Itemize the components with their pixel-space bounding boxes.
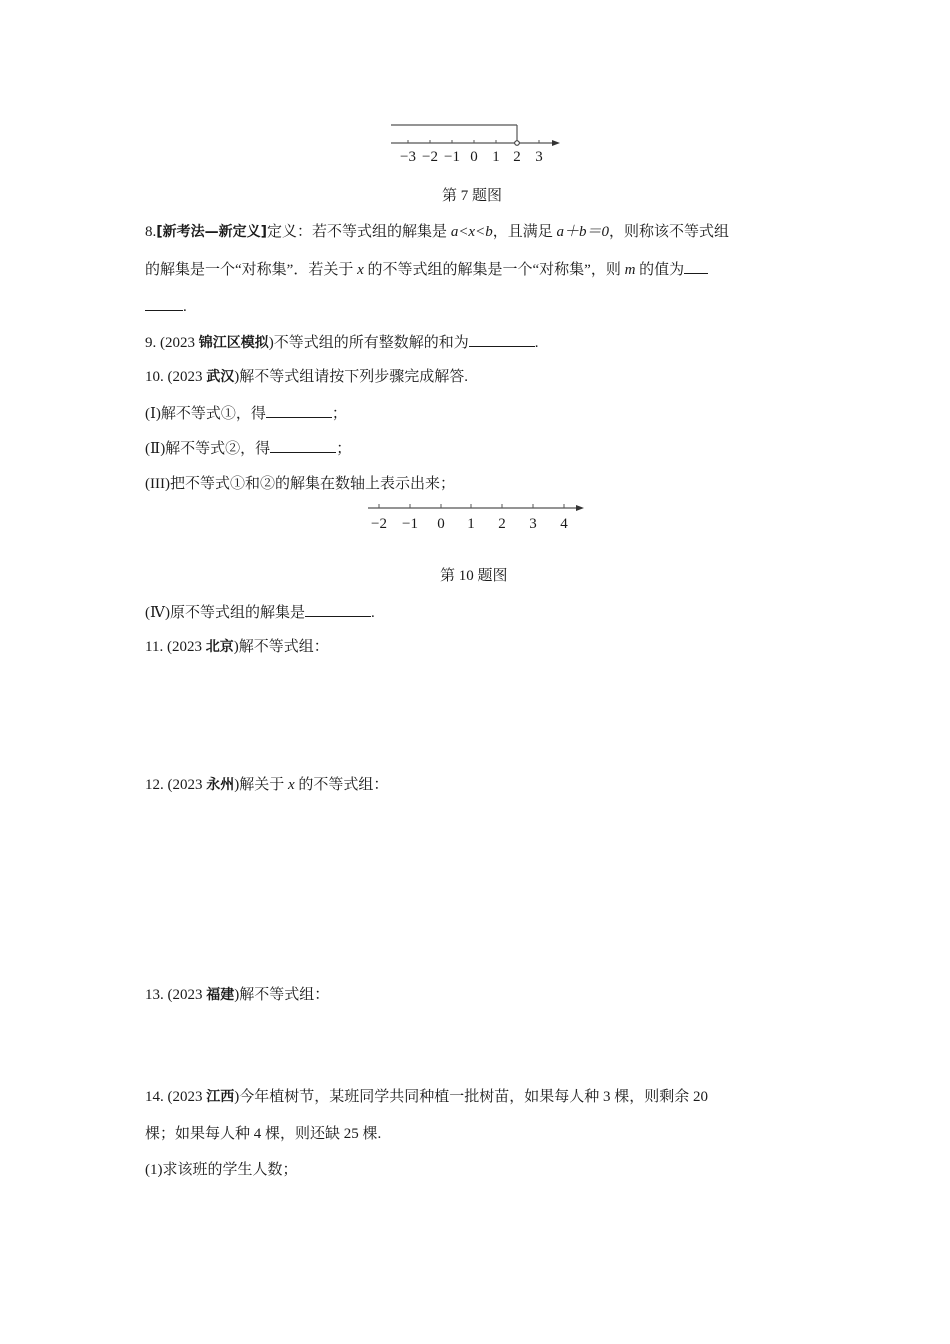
- answer-blank[interactable]: [266, 403, 332, 418]
- tick-label: −2: [422, 149, 438, 165]
- question-13: [145, 985, 329, 1005]
- text: ，则称该不等式组: [609, 224, 730, 240]
- question-source: 武汉: [206, 369, 235, 385]
- question-number: 13. (2023: [145, 987, 207, 1003]
- question-11: [145, 637, 329, 657]
- text: )解不等式组请按下列步骤完成解答.: [234, 369, 468, 385]
- question-number: 9. (2023: [145, 335, 199, 351]
- answer-blank[interactable]: [305, 602, 371, 617]
- question-8-line-2: [145, 259, 708, 280]
- text: )解不等式组：: [233, 639, 329, 655]
- tick-label: 1: [467, 516, 475, 532]
- question-9: [145, 332, 539, 353]
- question-number: 12. (2023: [145, 777, 207, 793]
- math-expr: a＋b＝0: [556, 224, 609, 240]
- question-source: 福建: [206, 987, 235, 1003]
- tick-label: −1: [402, 516, 418, 532]
- tick-label: 4: [560, 516, 568, 532]
- question-10-step-1: [145, 403, 347, 424]
- math-var: m: [624, 262, 636, 278]
- question-source: 江西: [206, 1089, 235, 1105]
- text: .: [534, 335, 539, 351]
- figure-7-number-line: [380, 110, 580, 170]
- text: .: [183, 299, 187, 315]
- text: 的解集是一个“对称集”．若关于: [145, 262, 358, 278]
- figure-10-number-line: [360, 498, 600, 543]
- text: 定义：若不等式组的解集是: [267, 224, 451, 240]
- question-tag: [新考法—新定义]: [156, 224, 268, 240]
- tick-label: −2: [371, 516, 387, 532]
- answer-blank[interactable]: [145, 296, 183, 311]
- answer-blank[interactable]: [469, 332, 535, 347]
- text: 的不等式组：: [294, 777, 389, 793]
- math-var: x: [288, 777, 295, 793]
- text: 的不等式组的解集是一个“对称集”，则: [363, 262, 625, 278]
- figure-10-caption: 第 10 题图: [440, 568, 508, 584]
- question-10-step-2: [145, 438, 351, 459]
- tick-label: 2: [513, 149, 521, 165]
- question-source: 北京: [205, 639, 234, 655]
- text: )解不等式组：: [234, 987, 330, 1003]
- question-source: 永州: [206, 777, 235, 793]
- question-10: [145, 367, 468, 387]
- question-number: 8.: [145, 224, 157, 240]
- tick-label: 0: [437, 516, 445, 532]
- tick-label: −1: [444, 149, 460, 165]
- tick-label: 0: [470, 149, 478, 165]
- answer-blank[interactable]: [270, 438, 336, 453]
- question-10-step-3: (III)把不等式①和②的解集在数轴上表示出来；: [145, 476, 455, 492]
- tick-label: 3: [535, 149, 543, 165]
- text: (Ⅱ)解不等式②，得: [145, 441, 271, 457]
- text: .: [370, 605, 375, 621]
- tick-label: 3: [529, 516, 537, 532]
- text: ；: [331, 406, 347, 422]
- question-number: 14. (2023: [145, 1089, 207, 1105]
- question-number: 11. (2023: [145, 639, 206, 655]
- tick-label: −3: [400, 149, 416, 165]
- question-8-line-1: [145, 222, 729, 242]
- text: ，且满足: [492, 224, 557, 240]
- tick-label: 1: [492, 149, 500, 165]
- question-number: 10. (2023: [145, 369, 207, 385]
- question-12: [145, 775, 388, 795]
- text: (Ⅳ)原不等式组的解集是: [145, 605, 305, 621]
- question-10-step-4: [145, 602, 375, 623]
- math-var: x: [357, 262, 364, 278]
- question-14-line-1: [145, 1087, 708, 1107]
- text: (Ⅰ)解不等式①，得: [145, 406, 266, 422]
- text: )不等式组的所有整数解的和为: [268, 335, 469, 351]
- question-14-sub-1: (1)求该班的学生人数；: [145, 1162, 298, 1178]
- question-source: 锦江区模拟: [198, 335, 269, 351]
- question-8-line-3: [145, 296, 187, 317]
- tick-label: 2: [498, 516, 506, 532]
- text: 的值为: [635, 262, 685, 278]
- text: ；: [336, 441, 352, 457]
- question-14-line-2: 棵；如果每人种 4 棵，则还缺 25 棵.: [145, 1126, 382, 1142]
- math-expr: a<x<b: [450, 224, 493, 240]
- answer-blank[interactable]: [684, 259, 708, 274]
- figure-7-caption: 第 7 题图: [442, 188, 503, 204]
- text: )今年植树节，某班同学共同种植一批树苗，如果每人种 3 棵，则剩余 20: [234, 1089, 708, 1105]
- text: )解关于: [234, 777, 288, 793]
